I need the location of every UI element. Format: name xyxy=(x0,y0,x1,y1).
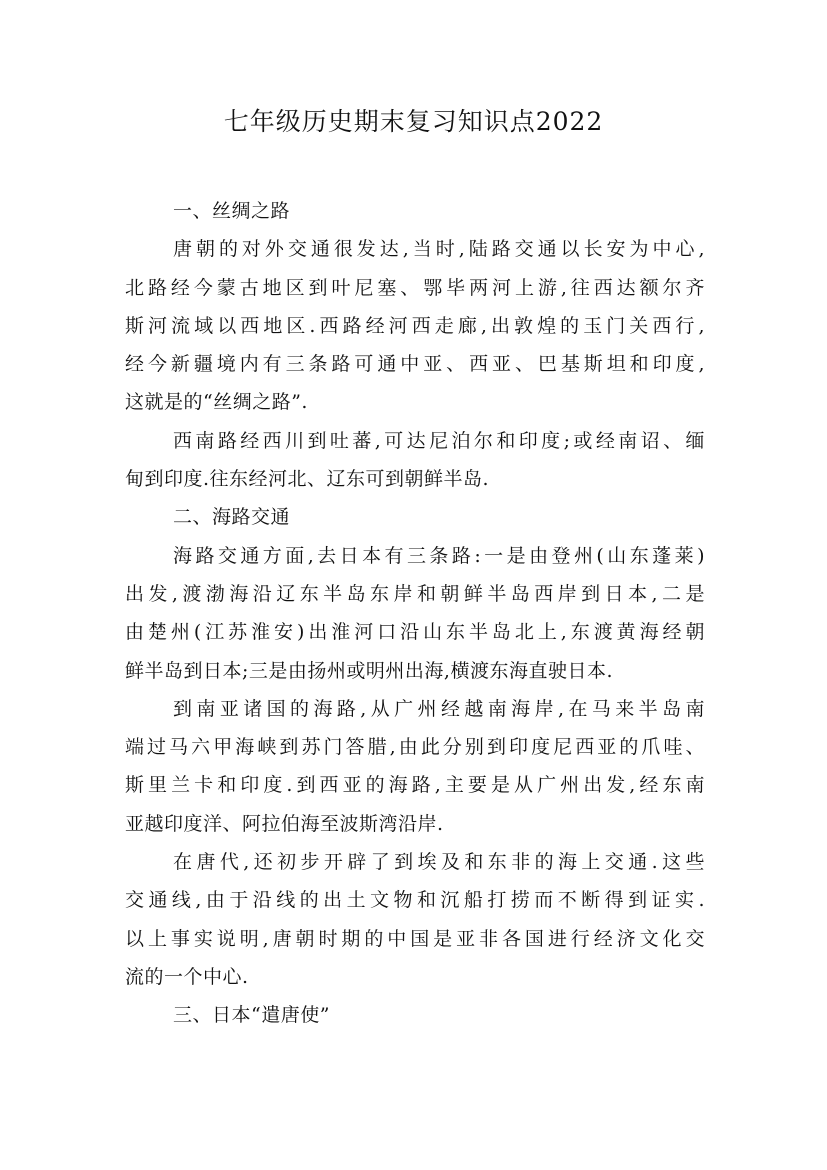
paragraph-line: 斯河流域以西地区.西路经河西走廊,出敦煌的玉门关西行, xyxy=(125,314,705,337)
document-title: 七年级历史期末复习知识点2022 xyxy=(223,107,604,136)
paragraph-line: 到南亚诸国的海路,从广州经越南海岸,在马来半岛南 xyxy=(173,697,705,720)
paragraph-line: 端过马六甲海峡到苏门答腊,由此分别到印度尼西亚的爪哇、 xyxy=(125,736,705,759)
section-heading: 三、日本“遣唐使” xyxy=(173,1004,330,1027)
paragraph-line: 北路经今蒙古地区到叶尼塞、鄂毕两河上游,往西达额尔齐 xyxy=(125,276,705,299)
section-heading: 二、海路交通 xyxy=(173,506,291,529)
paragraph-line: 唐朝的对外交通很发达,当时,陆路交通以长安为中心, xyxy=(173,238,705,261)
paragraph-line: 这就是的“丝绸之路”. xyxy=(125,391,308,414)
paragraph-line: 西南路经西川到吐蕃,可达尼泊尔和印度;或经南诏、缅 xyxy=(173,429,705,452)
section-heading: 一、丝绸之路 xyxy=(173,200,291,222)
paragraph-line: 斯里兰卡和印度.到西亚的海路,主要是从广州出发,经东南 xyxy=(125,774,705,797)
paragraph-line: 在唐代,还初步开辟了到埃及和东非的海上交通.这些 xyxy=(173,851,705,874)
paragraph-line: 出发,渡渤海沿辽东半岛东岸和朝鲜半岛西岸到日本,二是 xyxy=(125,582,705,605)
paragraph-line: 甸到印度.往东经河北、辽东可到朝鲜半岛. xyxy=(125,468,490,491)
paragraph-line: 亚越印度洋、阿拉伯海至波斯湾沿岸. xyxy=(125,812,444,835)
paragraph-line: 海路交通方面,去日本有三条路:一是由登州(山东蓬莱) xyxy=(173,544,705,567)
document-body xyxy=(125,192,705,1035)
paragraph-line: 由楚州(江苏淮安)出淮河口沿山东半岛北上,东渡黄海经朝 xyxy=(125,621,705,644)
paragraph-line: 以上事实说明,唐朝时期的中国是亚非各国进行经济文化交 xyxy=(125,927,705,950)
paragraph-line: 经今新疆境内有三条路可通中亚、西亚、巴基斯坦和印度, xyxy=(125,353,705,376)
paragraph-line: 交通线,由于沿线的出土文物和沉船打捞而不断得到证实. xyxy=(125,889,705,912)
paragraph-line: 流的一个中心. xyxy=(125,965,249,988)
paragraph-line: 鲜半岛到日本;三是由扬州或明州出海,横渡东海直驶日本. xyxy=(125,659,613,682)
